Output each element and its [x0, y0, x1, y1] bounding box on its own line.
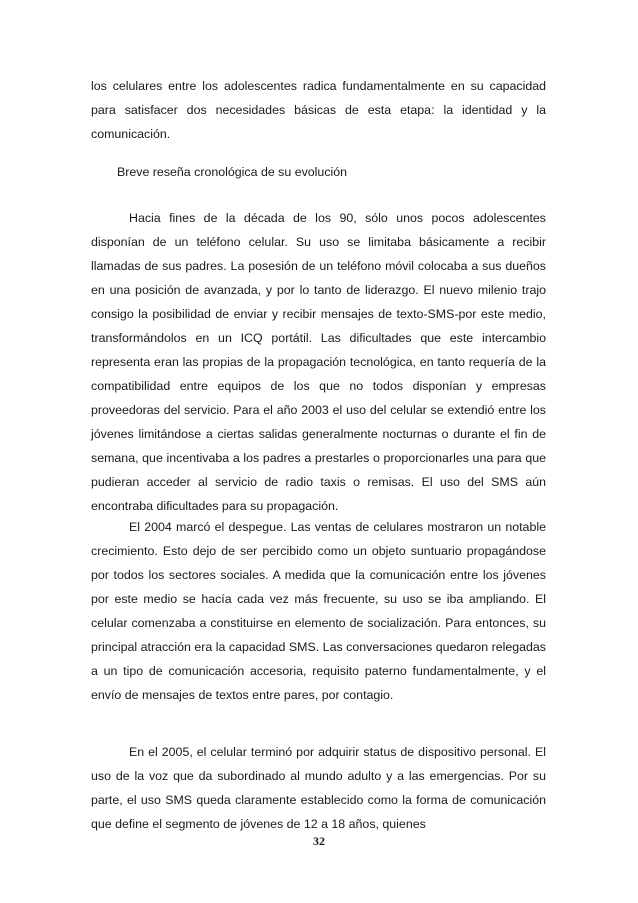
- paragraph-intro: los celulares entre los adolescentes radica fundamentalmente en su capacidad para satisfacer dos necesidades básicas de esta etapa: la identidad y la comunicación.: [91, 79, 546, 141]
- page-number: 32: [313, 834, 325, 848]
- paragraph-2005: En el 2005, el celular terminó por adquirir status de dispositivo personal. El uso de la voz que da subordinado al mundo adulto y a las emergencias. Por su parte, el uso SMS queda claramente establecido como la forma de comunicación que define el segmento de jóvenes de 12 a 18 años, quienes: [91, 745, 546, 831]
- section-heading: Breve reseña cronológica de su evolución: [117, 165, 348, 179]
- paragraph-2004: El 2004 marcó el despegue. Las ventas de celulares mostraron un notable crecimiento. Esto dejo de ser percibido como un objeto suntuario propagándose por todos los sectores sociales. A medida que la comunicación entre los jóvenes por este medio se hacía cada vez más frecuente, su uso se iba ampliando. El celular comenzaba a constituirse en elemento de socialización. Para entonces, su principal atracción era la capacidad SMS. Las conversaciones quedaron relegadas a un tipo de comunicación accesoria, requisito paterno fundamentalmente, y el envío de mensajes de textos entre pares, por contagio.: [91, 520, 546, 702]
- paragraph-late-90s: Hacia fines de la década de los 90, sólo unos pocos adolescentes disponían de un teléfono celular. Su uso se limitaba básicamente a recibir llamadas de sus padres. La posesión de un teléfono móvil colocaba a sus dueños en una posición de avanzada, y por lo tanto de liderazgo. El nuevo milenio trajo consigo la posibilidad de enviar y recibir mensajes de texto-SMS-por este medio, transformándolos en un ICQ portátil. Las dificultades que este intercambio representa eran las propias de la propagación tecnológica, en tanto requería de la compatibilidad entre equipos de los que no todos disponían y empresas proveedoras del servicio. Para el año 2003 el uso del celular se extendió entre los jóvenes limitándose a ciertas salidas generalmente nocturnas o durante el fin de semana, que incentivaba a los padres a prestarles o proporcionarles una para que pudieran acceder al servicio de radio taxis o remisas. El uso del SMS aún encontraba dificultades para su propagación.: [91, 211, 546, 513]
